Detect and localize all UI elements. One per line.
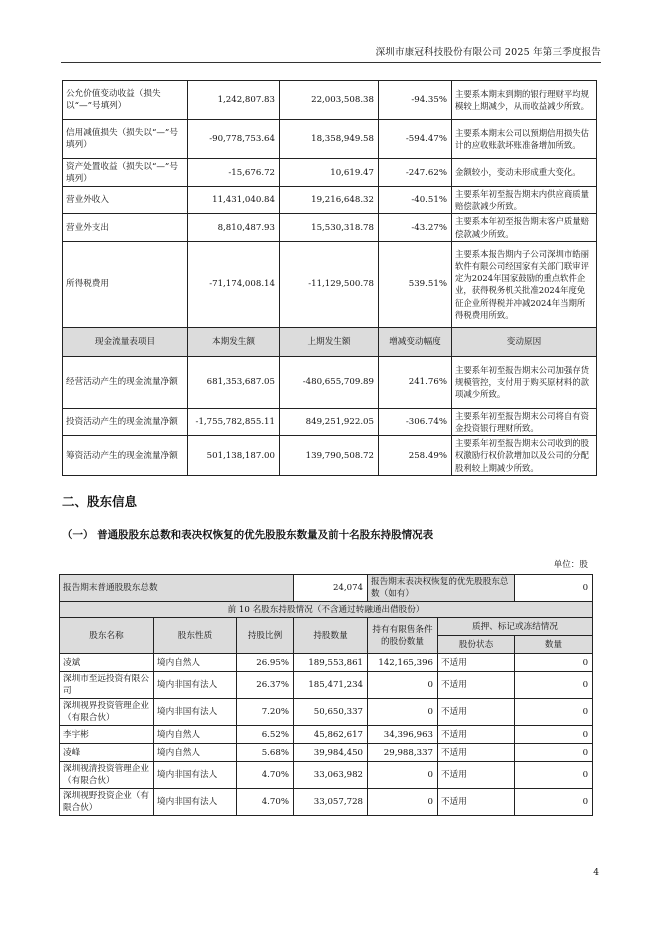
shareholder-restricted: 29,988,337 bbox=[368, 744, 438, 762]
shareholder-ratio: 26.37% bbox=[237, 672, 294, 699]
shareholder-status: 不适用 bbox=[438, 744, 515, 762]
shareholder-status: 不适用 bbox=[438, 699, 515, 726]
shareholder-name: 深圳视清投资管理企业（有限合伙） bbox=[60, 762, 154, 789]
change-rate: -594.47% bbox=[379, 120, 452, 159]
shareholder-amount: 0 bbox=[515, 789, 593, 816]
item-name: 资产处置收益（损失以“—”号填列） bbox=[63, 159, 188, 187]
change-reason: 主要系本期末公司以预期信用损失估计的应收账款坏账准备增加所致。 bbox=[452, 120, 597, 159]
shareholder-name: 深圳视界投资管理企业（有限合伙） bbox=[60, 699, 154, 726]
item-name: 公允价值变动收益（损失以“—”号填列） bbox=[63, 81, 188, 120]
item-name: 筹资活动产生的现金流量净额 bbox=[63, 436, 188, 476]
current-amount: 8,810,487.93 bbox=[188, 214, 280, 241]
shareholder-row bbox=[60, 699, 593, 726]
cashflow-col-item: 现金流量表项目 bbox=[63, 327, 188, 356]
shareholder-amount: 0 bbox=[515, 726, 593, 744]
change-reason: 主要系本报告期内子公司深圳市皓丽软件有限公司经国家有关部门联审评定为2024年国家鼓励的重点软件企业，获得税务机关批准2024年度免征企业所得税并冲减2024年当期所得税费用所致。 bbox=[452, 241, 597, 327]
shareholder-nature: 境内非国有法人 bbox=[154, 672, 237, 699]
shareholder-quantity: 45,862,617 bbox=[294, 726, 368, 744]
shareholder-nature: 境内非国有法人 bbox=[154, 699, 237, 726]
shareholder-quantity: 33,063,982 bbox=[294, 762, 368, 789]
shareholder-restricted: 142,165,396 bbox=[368, 654, 438, 672]
change-rate: -94.35% bbox=[379, 81, 452, 120]
item-name: 投资活动产生的现金流量净额 bbox=[63, 408, 188, 435]
change-rate: 258.49% bbox=[379, 436, 452, 476]
item-name: 营业外收入 bbox=[63, 187, 188, 214]
change-rate: -40.51% bbox=[379, 187, 452, 214]
cashflow-col-current: 本期发生额 bbox=[188, 327, 280, 356]
table-row bbox=[63, 159, 597, 187]
shareholder-row bbox=[60, 789, 593, 816]
item-name: 营业外支出 bbox=[63, 214, 188, 241]
change-reason: 主要系年初至报告期末公司将自有资金投资银行理财所致。 bbox=[452, 408, 597, 435]
shareholder-restricted: 34,396,963 bbox=[368, 726, 438, 744]
shareholder-nature: 境内非国有法人 bbox=[154, 762, 237, 789]
header-divider bbox=[61, 62, 601, 63]
col-name: 股东名称 bbox=[60, 618, 154, 654]
shareholder-ratio: 4.70% bbox=[237, 789, 294, 816]
col-nature: 股东性质 bbox=[154, 618, 237, 654]
current-amount: -15,676.72 bbox=[188, 159, 280, 187]
previous-amount: 139,790,508.72 bbox=[280, 436, 379, 476]
table-row bbox=[63, 214, 597, 241]
income-cashflow-table bbox=[62, 80, 597, 476]
current-amount: -71,174,008.14 bbox=[188, 241, 280, 327]
previous-amount: 18,358,949.58 bbox=[280, 120, 379, 159]
shareholders-header-row bbox=[60, 618, 593, 636]
cashflow-header-row bbox=[63, 327, 597, 356]
current-amount: 1,242,807.83 bbox=[188, 81, 280, 120]
shareholder-nature: 境内自然人 bbox=[154, 744, 237, 762]
shareholder-status: 不适用 bbox=[438, 672, 515, 699]
subsection-title: （一） 普通股股东总数和表决权恢复的优先股股东数量及前十名股东持股情况表 bbox=[62, 529, 434, 541]
page-number: 4 bbox=[593, 868, 599, 878]
shareholder-status: 不适用 bbox=[438, 762, 515, 789]
item-name: 所得税费用 bbox=[63, 241, 188, 327]
shareholder-ratio: 5.68% bbox=[237, 744, 294, 762]
cashflow-col-previous: 上期发生额 bbox=[280, 327, 379, 356]
current-amount: 11,431,040.84 bbox=[188, 187, 280, 214]
report-header: 深圳市康冠科技股份有限公司 2025 年第三季度报告 bbox=[375, 47, 601, 58]
previous-amount: -480,655,709.89 bbox=[280, 356, 379, 408]
shareholders-table bbox=[59, 574, 593, 816]
change-rate: 241.76% bbox=[379, 356, 452, 408]
table-row bbox=[63, 81, 597, 120]
shareholder-name: 凌斌 bbox=[60, 654, 154, 672]
shareholder-name: 深圳市至远投资有限公司 bbox=[60, 672, 154, 699]
total-shareholders-label: 报告期末普通股股东总数 bbox=[60, 575, 294, 602]
previous-amount: 849,251,922.05 bbox=[280, 408, 379, 435]
previous-amount: 10,619.47 bbox=[280, 159, 379, 187]
col-amount: 数量 bbox=[515, 636, 593, 654]
change-reason: 主要系本年初至报告期末客户质量赔偿款减少所致。 bbox=[452, 214, 597, 241]
change-reason: 主要系年初至报告期末公司收到的股权激励行权价款增加以及公司的分配股利较上期减少所致。 bbox=[452, 436, 597, 476]
current-amount: 501,138,187.00 bbox=[188, 436, 280, 476]
unit-label: 单位：股 bbox=[553, 560, 588, 570]
change-rate: -306.74% bbox=[379, 408, 452, 435]
table-row bbox=[63, 120, 597, 159]
previous-amount: 19,216,648.32 bbox=[280, 187, 379, 214]
shareholder-row bbox=[60, 672, 593, 699]
previous-amount: -11,129,500.78 bbox=[280, 241, 379, 327]
table-row bbox=[63, 187, 597, 214]
shareholder-amount: 0 bbox=[515, 654, 593, 672]
item-name: 信用减值损失（损失以“—”号填列） bbox=[63, 120, 188, 159]
previous-amount: 15,530,318.78 bbox=[280, 214, 379, 241]
change-rate: -247.62% bbox=[379, 159, 452, 187]
current-amount: 681,353,687.05 bbox=[188, 356, 280, 408]
table-row bbox=[63, 241, 597, 327]
table-row bbox=[63, 436, 597, 476]
shareholder-status: 不适用 bbox=[438, 654, 515, 672]
cashflow-col-reason: 变动原因 bbox=[452, 327, 597, 356]
change-reason: 主要系本期末到期的银行理财平均规模较上期减少，从而收益减少所致。 bbox=[452, 81, 597, 120]
change-rate: -43.27% bbox=[379, 214, 452, 241]
change-rate: 539.51% bbox=[379, 241, 452, 327]
shareholder-row bbox=[60, 744, 593, 762]
change-reason: 主要系年初至报告期末公司加强存货规模管控，支付用于购买原材料的款项减少所致。 bbox=[452, 356, 597, 408]
preferred-shareholders-value: 0 bbox=[515, 575, 593, 602]
current-amount: -1,755,782,855.11 bbox=[188, 408, 280, 435]
shareholder-restricted: 0 bbox=[368, 672, 438, 699]
section-title: 二、股东信息 bbox=[62, 494, 138, 509]
shareholder-status: 不适用 bbox=[438, 726, 515, 744]
shareholder-row bbox=[60, 762, 593, 789]
change-reason: 金额较小，变动未形成重大变化。 bbox=[452, 159, 597, 187]
current-amount: -90,778,753.64 bbox=[188, 120, 280, 159]
total-shareholders-value: 24,074 bbox=[294, 575, 368, 602]
shareholder-amount: 0 bbox=[515, 699, 593, 726]
shareholder-quantity: 185,471,234 bbox=[294, 672, 368, 699]
shareholder-restricted: 0 bbox=[368, 699, 438, 726]
shareholder-quantity: 39,984,450 bbox=[294, 744, 368, 762]
item-name: 经营活动产生的现金流量净额 bbox=[63, 356, 188, 408]
col-quantity: 持股数量 bbox=[294, 618, 368, 654]
shareholder-ratio: 4.70% bbox=[237, 762, 294, 789]
shareholder-status: 不适用 bbox=[438, 789, 515, 816]
shareholder-ratio: 26.95% bbox=[237, 654, 294, 672]
col-pledge: 质押、标记或冻结情况 bbox=[438, 618, 593, 636]
total-shareholders-row bbox=[60, 575, 593, 602]
col-status: 股份状态 bbox=[438, 636, 515, 654]
col-restricted: 持有有限售条件的股份数量 bbox=[368, 618, 438, 654]
cashflow-col-change: 增减变动幅度 bbox=[379, 327, 452, 356]
shareholder-name: 凌峰 bbox=[60, 744, 154, 762]
shareholder-restricted: 0 bbox=[368, 789, 438, 816]
top10-title-row bbox=[60, 602, 593, 618]
change-reason: 主要系年初至报告期末内供应商质量赔偿款减少所致。 bbox=[452, 187, 597, 214]
table-row bbox=[63, 356, 597, 408]
shareholder-quantity: 50,650,337 bbox=[294, 699, 368, 726]
preferred-shareholders-label: 报告期末表决权恢复的优先股股东总数（如有） bbox=[368, 575, 515, 602]
shareholder-nature: 境内自然人 bbox=[154, 654, 237, 672]
shareholder-nature: 境内自然人 bbox=[154, 726, 237, 744]
shareholder-nature: 境内非国有法人 bbox=[154, 789, 237, 816]
shareholder-quantity: 189,553,861 bbox=[294, 654, 368, 672]
shareholder-row bbox=[60, 726, 593, 744]
shareholder-name: 深圳视野投资企业（有限合伙） bbox=[60, 789, 154, 816]
shareholder-ratio: 6.52% bbox=[237, 726, 294, 744]
shareholder-amount: 0 bbox=[515, 762, 593, 789]
shareholder-quantity: 33,057,728 bbox=[294, 789, 368, 816]
col-ratio: 持股比例 bbox=[237, 618, 294, 654]
top10-title: 前 10 名股东持股情况（不含通过转融通出借股份） bbox=[60, 602, 593, 618]
shareholder-amount: 0 bbox=[515, 744, 593, 762]
shareholder-ratio: 7.20% bbox=[237, 699, 294, 726]
table-row bbox=[63, 408, 597, 435]
shareholder-row bbox=[60, 654, 593, 672]
shareholder-restricted: 0 bbox=[368, 762, 438, 789]
shareholder-amount: 0 bbox=[515, 672, 593, 699]
shareholder-name: 李宇彬 bbox=[60, 726, 154, 744]
previous-amount: 22,003,508.38 bbox=[280, 81, 379, 120]
